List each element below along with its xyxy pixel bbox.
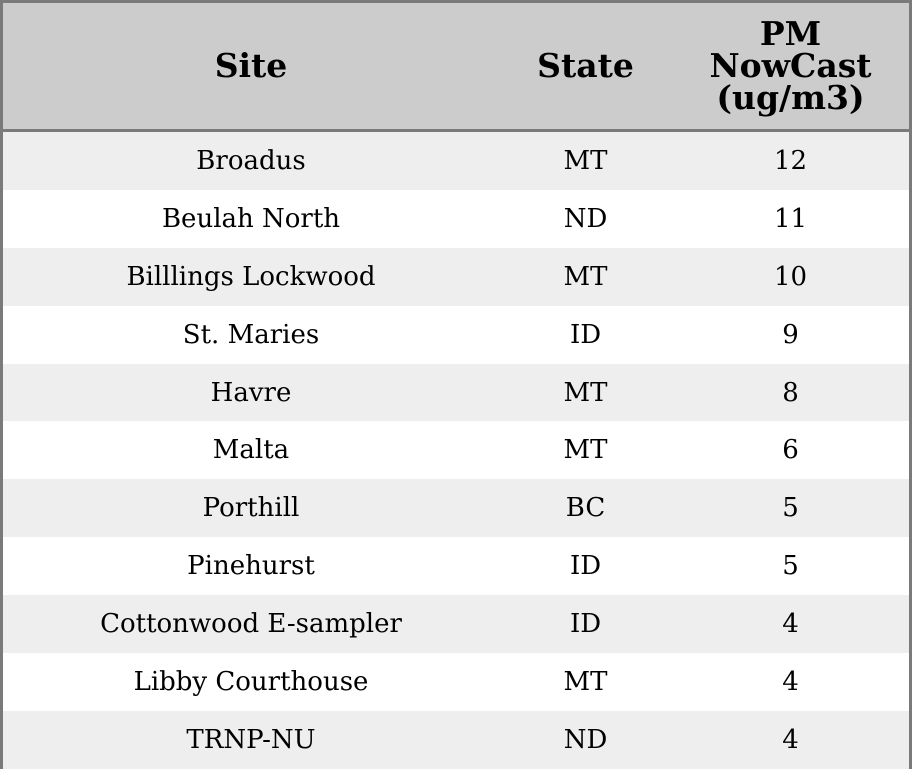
header-state	[499, 3, 672, 129]
site-cell: St. Maries	[182, 319, 320, 350]
state-cell: ID	[569, 609, 602, 640]
header-pm-nowcast	[672, 3, 909, 129]
header-state-line: State	[537, 46, 634, 85]
pm-value-cell: 10	[773, 261, 808, 292]
table-row	[3, 653, 909, 711]
header-pm-line-2: NowCast	[709, 46, 872, 85]
state-cell: MT	[563, 666, 608, 697]
table-row	[3, 595, 909, 653]
table-row	[3, 248, 909, 306]
pm-value-cell: 9	[782, 319, 799, 350]
state-cell: MT	[563, 377, 608, 408]
site-cell: Porthill	[202, 493, 300, 524]
table-row	[3, 711, 909, 769]
site-cell: Cottonwood E-sampler	[100, 609, 402, 640]
table-row	[3, 364, 909, 422]
table-row	[3, 132, 909, 190]
header-site-line: Site	[214, 46, 288, 85]
state-cell: ID	[569, 551, 602, 582]
pm-value-cell: 6	[782, 435, 799, 466]
state-cell: ND	[563, 203, 608, 234]
pm-value-cell: 5	[782, 551, 799, 582]
site-cell: TRNP-NU	[186, 724, 316, 755]
header-site	[3, 3, 499, 129]
table-row	[3, 479, 909, 537]
table-header-row	[3, 3, 909, 132]
pm-value-cell: 4	[782, 609, 799, 640]
site-cell: Libby Courthouse	[133, 666, 369, 697]
site-cell: Malta	[212, 435, 290, 466]
pm-value-cell: 11	[773, 203, 808, 234]
table-row	[3, 537, 909, 595]
state-cell: MT	[563, 261, 608, 292]
header-pm-line-1: PM	[759, 14, 822, 53]
site-cell: Billlings Lockwood	[126, 261, 376, 292]
pm-value-cell: 8	[782, 377, 799, 408]
state-cell: MT	[563, 435, 608, 466]
state-cell: BC	[565, 493, 606, 524]
pm-value-cell: 4	[782, 724, 799, 755]
header-pm-line-3: (ug/m3)	[716, 78, 865, 117]
state-cell: ID	[569, 319, 602, 350]
table-row	[3, 421, 909, 479]
table-row	[3, 306, 909, 364]
pm-value-cell: 4	[782, 666, 799, 697]
site-cell: Broadus	[196, 145, 306, 176]
site-cell: Pinehurst	[187, 551, 315, 582]
state-cell: MT	[563, 145, 608, 176]
table-body	[3, 132, 909, 769]
state-cell: ND	[563, 724, 608, 755]
site-cell: Beulah North	[161, 203, 341, 234]
pm-value-cell: 12	[773, 145, 808, 176]
site-cell: Havre	[210, 377, 292, 408]
table-row	[3, 190, 909, 248]
pm-value-cell: 5	[782, 493, 799, 524]
